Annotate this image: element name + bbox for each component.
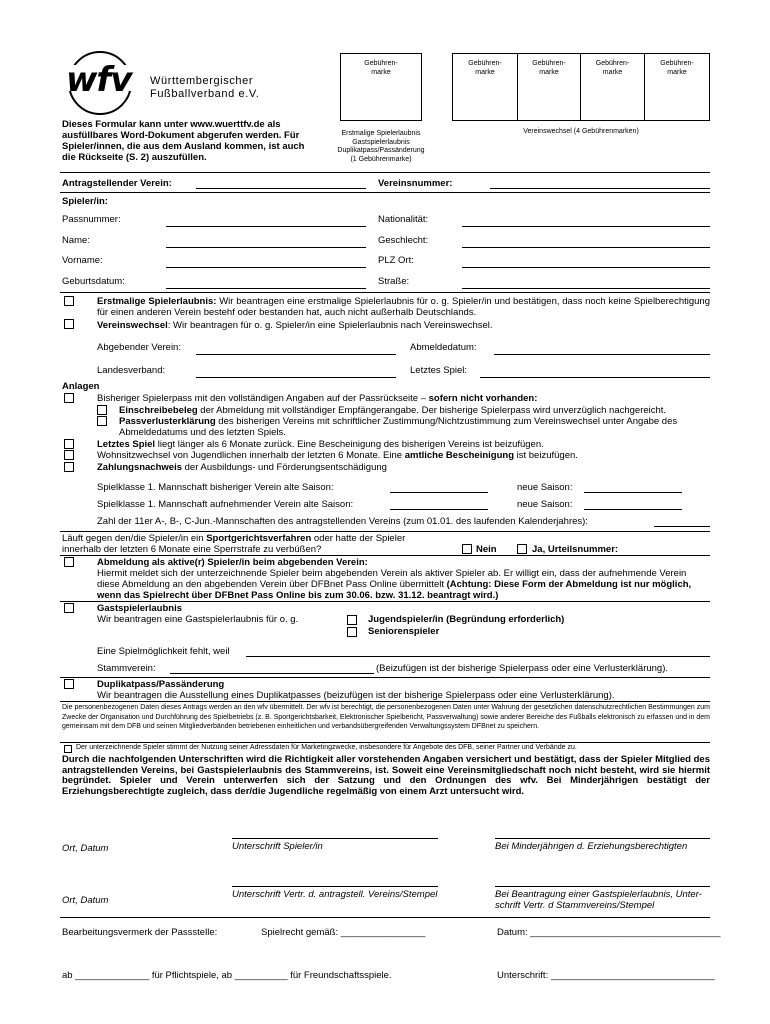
applicant-bottom-divider xyxy=(60,292,710,293)
erstmalig-checkbox[interactable] xyxy=(64,296,74,306)
einschreibebeleg-bold: Einschreibebeleg xyxy=(119,405,198,416)
abmeldung-divider xyxy=(60,601,710,602)
vorname-label: Vorname: xyxy=(62,255,103,266)
datenschutz-text: Die personenbezogenen Daten dieses Antrags werden an den wfv übermittelt. Der wfv ist berechtigt, die personenbezogenen Daten unter Wahrung der gesetzlichen datenschutzrechtlichen Bestimmungen zum Zwecke der Organisation und Durchführung des Spielbetriebs (z. B. Sportgerichtsbarkeit, Elektronischer Spielbericht, Passverwaltung) sowie anderer Bereiche des Fußballs elektronisch zu erfassen und in dem gemeinsam mit dem DFB und seinen Mitgliedverbänden betriebenen einheitlichen und verbandsübergreifenden Verwaltungssystem DFBnet zu speichern. xyxy=(62,704,710,730)
abmeldedatum-field[interactable] xyxy=(494,354,710,355)
spielmoeglichkeit-label: Eine Spielmöglichkeit fehlt, weil xyxy=(97,646,230,657)
landesverband-label: Landesverband: xyxy=(97,365,166,376)
nein-label: Nein xyxy=(476,544,497,555)
wfv-logo xyxy=(60,47,150,117)
ort-datum-label-1: Ort, Datum xyxy=(62,843,109,854)
logo-text: wfv xyxy=(66,60,132,100)
letztes-spiel-checkbox[interactable] xyxy=(64,439,74,449)
wechsel-body: : Wir beantragen für o. g. Spieler/in eine Spielerlaubnis nach Vereinswechsel. xyxy=(167,320,493,331)
vorname-field[interactable] xyxy=(166,267,366,268)
marketing-text: Der unterzeichnende Spieler stimmt der Nutzung seiner Adressdaten für Marketingzwecke, insbesondere für Angebote des DFB, seiner Partner und Verbände zu. xyxy=(76,744,577,751)
signature-line-eltern[interactable] xyxy=(495,838,710,839)
unterschrift-spieler-label: Unterschrift Spieler/in xyxy=(232,841,323,852)
wohnsitz-checkbox[interactable] xyxy=(64,450,74,460)
spielklasse1-label: Spielklasse 1. Mannschaft bisheriger Verein alte Saison: xyxy=(97,482,334,493)
ort-datum-label-2: Ort, Datum xyxy=(62,895,109,906)
abmeldung-title: Abmeldung als aktive(r) Spieler/in beim abgebenden Verein: xyxy=(97,557,368,568)
ja-checkbox[interactable] xyxy=(517,544,527,554)
einschreibebeleg-body: der Abmeldung mit vollständiger Empfängerangabe. Der bisherige Spielerpass wird unverzüglich nachgereicht. xyxy=(197,405,667,416)
signature-line-verein[interactable] xyxy=(232,886,438,887)
erstmalig-text xyxy=(97,296,710,318)
geburtsdatum-label: Geburtsdatum: xyxy=(62,276,125,287)
abgebender-verein-field[interactable] xyxy=(196,354,396,355)
zahlung-bold: Zahlungsnachweis xyxy=(97,462,182,473)
seniorenspieler-checkbox[interactable] xyxy=(347,627,357,637)
sperre-line1 xyxy=(62,533,462,544)
spieler-label: Spieler/in: xyxy=(62,196,108,207)
passverlust-bold: Passverlusterklärung xyxy=(119,416,216,427)
stammverein-note: (Beizufügen ist der bisherige Spielerpass oder eine Verlusterklärung). xyxy=(376,663,669,674)
wohnsitz-post: ist beizufügen. xyxy=(514,450,578,461)
anlage-pass-pre: Bisheriger Spielerpass mit den vollständigen Angaben auf der Passrückseite – xyxy=(97,393,429,404)
unterschrift-verein-label: Unterschrift Vertr. d. antragstell. Vereins/Stempel xyxy=(232,889,438,900)
wechsel-checkbox[interactable] xyxy=(64,319,74,329)
letztes-spiel-body: liegt länger als 6 Monate zurück. Eine Bescheinigung des bisherigen Vereins ist beizufügen. xyxy=(155,439,544,450)
signature-line-spieler[interactable] xyxy=(232,838,438,839)
spielmoeglichkeit-field[interactable] xyxy=(246,656,710,657)
erstmalig-title: Erstmalige Spielerlaubnis: xyxy=(97,296,217,307)
ab-label: ab ______________ für Pflichtspiele, ab __________ für Freundschaftsspiele. xyxy=(62,970,392,981)
duplikat-text: Wir beantragen die Ausstellung eines Duplikatpasses (beizufügen ist der bisherige Spielerpass oder eine Verlusterklärung). xyxy=(97,690,615,701)
form-notice: Dieses Formular kann unter www.wuerttfv.de als ausfüllbares Word-Dokument abgerufen werden. Für Spieler/innen, die aus dem Ausland kommen, ist auch die Rückseite (S. 2) auszufüllen. xyxy=(62,119,305,163)
verein-label: Antragstellender Verein: xyxy=(62,178,172,189)
stammverein-label: Stammverein: xyxy=(97,663,156,674)
stamp-box-4: Gebühren- marke xyxy=(580,53,645,121)
passverlust-checkbox[interactable] xyxy=(97,416,107,426)
gast-title: Gastspielerlaubnis xyxy=(97,603,183,614)
seniorenspieler-label: Seniorenspieler xyxy=(368,626,440,637)
letztes-spiel-field[interactable] xyxy=(480,377,710,378)
gast-unterschrift-label: Bei Beantragung einer Gastspielerlaubnis, Unter-schrift Vertr. d Stammvereins/Stempel xyxy=(495,889,702,911)
gast-divider xyxy=(60,677,710,678)
org-name-line2: Fußballverband e.V. xyxy=(150,88,260,100)
letztes-spiel-bold: Letztes Spiel xyxy=(97,439,156,450)
signature-divider xyxy=(60,917,710,918)
plz-field[interactable] xyxy=(462,267,710,268)
letztes-spiel-label: Letztes Spiel: xyxy=(410,365,468,376)
neue-saison1-field[interactable] xyxy=(584,492,682,493)
stamp-box-2: Gebühren- marke xyxy=(452,53,518,121)
letztes-spiel-text xyxy=(97,439,710,450)
jugendspieler-checkbox[interactable] xyxy=(347,615,357,625)
anlagen-title: Anlagen xyxy=(62,381,100,392)
zahlung-text xyxy=(97,462,710,473)
landesverband-field[interactable] xyxy=(196,377,396,378)
strasse-field[interactable] xyxy=(462,288,710,289)
zahlung-checkbox[interactable] xyxy=(64,462,74,472)
nationalitaet-field[interactable] xyxy=(462,226,710,227)
datenschutz-divider xyxy=(60,742,710,743)
duplikat-checkbox[interactable] xyxy=(64,679,74,689)
wohnsitz-text xyxy=(97,450,710,461)
spielrecht-label: Spielrecht gemäß: ________________ xyxy=(261,927,426,938)
ja-label: Ja, Urteilsnummer: xyxy=(532,544,619,555)
spielklasse1-field[interactable] xyxy=(390,492,488,493)
stamp-box-3: Gebühren- marke xyxy=(517,53,581,121)
neue-saison2-field[interactable] xyxy=(584,509,682,510)
abgebender-verein-label: Abgebender Verein: xyxy=(97,342,181,353)
plz-label: PLZ Ort: xyxy=(378,255,414,266)
stammverein-field[interactable] xyxy=(170,673,374,674)
sperre-line2: innerhalb der letzten 6 Monate eine Sperrstrafe zu verbüßen? xyxy=(62,544,322,555)
wohnsitz-pre: Wohnsitzwechsel von Jugendlichen innerhalb der letzten 6 Monate. Eine xyxy=(97,450,405,461)
stamp-box-1: Gebühren- marke xyxy=(340,53,422,121)
neue-saison1-label: neue Saison: xyxy=(517,482,573,493)
passnummer-field[interactable] xyxy=(166,226,366,227)
verein-field[interactable] xyxy=(196,188,366,189)
anlagen-divider xyxy=(60,531,710,532)
zahl-label: Zahl der 11er A-, B-, C-Jun.-Mannschaften des antragstellenden Vereins (zum 01.01. des laufenden Kalenderjahres): xyxy=(97,516,588,527)
bestaetigung-text: Durch die nachfolgenden Unterschriften wird die Richtigkeit aller vorstehenden Angaben versichert und bestätigt, dass der Spieler Mitglied des antragstellenden Vereins, bei Gastspielerlaubnis des Stammvereins, ist. Soweit eine Vereinsmitgliedschaft noch nicht besteht, wird sie hiermit begründet. Spieler und Verein unterwerfen sich der Satzung und den Ordnungen des wfv. Bei Minderjährigen bestätigt der Erziehungsberechtigte zugleich, dass der/die Jugendliche regelmäßig von einem Arzt untersucht wird. xyxy=(62,754,710,797)
einschreibebeleg-text xyxy=(119,405,710,416)
wechsel-text xyxy=(97,320,710,331)
abmeldung-bold: (Achtung: Diese Form der Abmeldung ist nur möglich, wenn das Spielrecht über DFBnet Pass Online bis zum 30.06. bzw. 31.12. beantragt wird.) xyxy=(97,579,692,601)
passnummer-label: Passnummer: xyxy=(62,214,121,225)
spielklasse2-label: Spielklasse 1. Mannschaft aufnehmender Verein alte Saison: xyxy=(97,499,354,510)
minderjaehrige-label: Bei Minderjährigen d. Erziehungsberechtigten xyxy=(495,841,688,852)
sperre-bold: Sportgerichtsverfahren xyxy=(206,533,312,544)
marketing-checkbox[interactable] xyxy=(64,745,72,753)
signature-line-stammverein[interactable] xyxy=(495,886,710,887)
duplikat-divider xyxy=(60,701,710,702)
passverlust-text xyxy=(119,416,710,438)
applicant-divider xyxy=(60,192,710,193)
duplikat-title: Duplikatpass/Passänderung xyxy=(97,679,225,690)
gast-text: Wir beantragen eine Gastspielerlaubnis für o. g. xyxy=(97,614,299,625)
name-field[interactable] xyxy=(166,247,366,248)
geschlecht-label: Geschlecht: xyxy=(378,235,429,246)
bearbeitung-label: Bearbeitungsvermerk der Passstelle: xyxy=(62,927,218,938)
stamp-caption-left: Erstmalige Spielerlaubnis Gastspielerlaubnis Duplikatpass/Passänderung (1 Gebührenmarke) xyxy=(337,130,425,163)
spielklasse2-field[interactable] xyxy=(390,509,488,510)
erstmalig-body: Wir beantragen eine erstmalige Spielerlaubnis für o. g. Spieler/in und bestätigen, dass noch keine Spielberechtigung für einen anderen Verein bestehf oder bestanden hat, auch nicht außerhalb Deutschlands. xyxy=(97,296,710,318)
nein-checkbox[interactable] xyxy=(462,544,472,554)
org-name-line1: Württembergischer xyxy=(150,75,254,87)
neue-saison2-label: neue Saison: xyxy=(517,499,573,510)
anlage-pass-bold: sofern nicht vorhanden: xyxy=(428,393,538,404)
wechsel-title: Vereinswechsel xyxy=(97,320,168,331)
wohnsitz-bold: amtliche Bescheinigung xyxy=(404,450,514,461)
passverlust-body: des bisherigen Vereins mit schriftlicher Zustimmung/Nichtzustimmung zum Vereinswechsel unter Angabe des Abmeldedatums und des letzten Spiels. xyxy=(119,416,678,438)
geburtsdatum-field[interactable] xyxy=(166,288,366,289)
abmeldedatum-label: Abmeldedatum: xyxy=(410,342,477,353)
gast-checkbox[interactable] xyxy=(64,603,74,613)
sperre-divider xyxy=(60,555,710,556)
abmeldung-body: Hiermit meldet sich der unterzeichnende Spieler beim abgebenden Verein als aktiver Spieler ab. Er willigt ein, dass der aufnehmende Verein diese Abmeldung an den abgebenden Verein über DFBnet Pass Online übermittelt xyxy=(97,568,687,590)
zahl-field[interactable] xyxy=(654,526,710,527)
anlage-pass-checkbox[interactable] xyxy=(64,393,74,403)
vereinsnummer-field[interactable] xyxy=(490,188,710,189)
strasse-label: Straße: xyxy=(378,276,410,287)
sperre-post: oder hatte der Spieler xyxy=(311,533,406,544)
anlage-pass-text xyxy=(97,393,710,404)
unterschrift-label: Unterschrift: _______________________________ xyxy=(497,970,715,981)
datum-label: Datum: ____________________________________ xyxy=(497,927,721,938)
nationalitaet-label: Nationalität: xyxy=(378,214,429,225)
name-label: Name: xyxy=(62,235,90,246)
einschreibebeleg-checkbox[interactable] xyxy=(97,405,107,415)
stamp-box-5: Gebühren- marke xyxy=(644,53,710,121)
header-divider xyxy=(60,172,710,173)
abmeldung-checkbox[interactable] xyxy=(64,557,74,567)
stamp-caption-right: Vereinswechsel (4 Gebührenmarken) xyxy=(523,128,639,135)
zahlung-body: der Ausbildungs- und Förderungsentschädigung xyxy=(182,462,387,473)
jugendspieler-label: Jugendspieler/in (Begründung erforderlich) xyxy=(368,614,565,625)
abmeldung-text xyxy=(97,568,710,601)
geschlecht-field[interactable] xyxy=(462,247,710,248)
sperre-pre: Läuft gegen den/die Spieler/in ein xyxy=(62,533,207,544)
vereinsnummer-label: Vereinsnummer: xyxy=(378,178,453,189)
